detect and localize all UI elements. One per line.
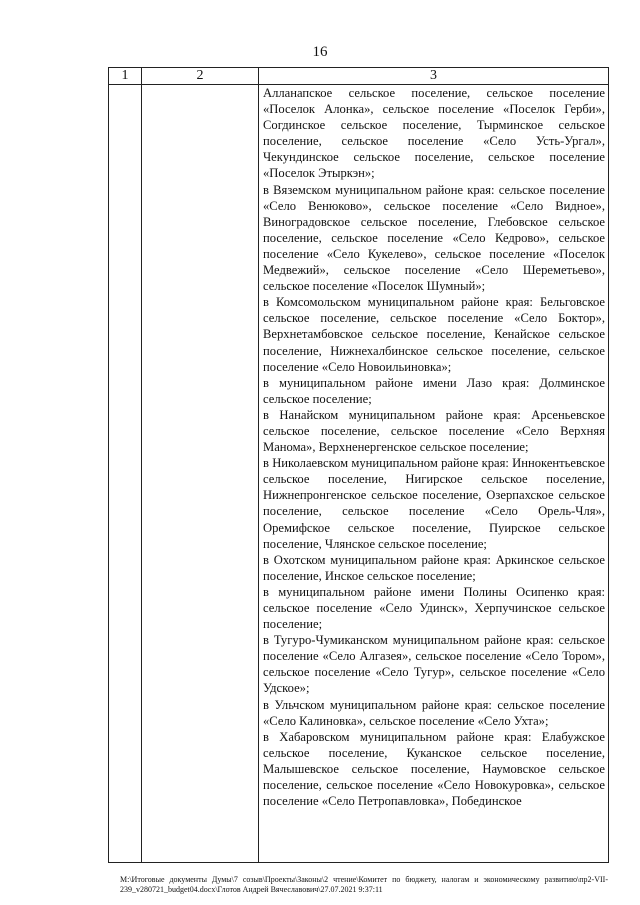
column-header-2: 2 <box>142 68 259 85</box>
table-row <box>109 85 609 863</box>
paragraph-vyazemsky: в Вяземском муниципальном районе края: сельское поселение «Село Венюково», сельское поселение «Село Видное», Виноградовское сельское поселение, Глебовское сельское поселение, сельское поселение «Село Кедрово», сельское поселение «Село Кукелево», сельское поселение «Поселок Медвежий», сельское поселение «Село Шереметьево», сельское поселение «Поселок Шумный»; <box>263 182 605 294</box>
table-header-row <box>109 68 609 85</box>
paragraph-nanaisky: в Нанайском муниципальном районе края: Арсеньевское сельское поселение, сельское поселение «Село Верхняя Манома», Верхненергенское сельское поселение; <box>263 407 605 455</box>
column-header-1: 1 <box>109 68 142 85</box>
paragraph-tuguro-chumikansky: в Тугуро-Чумиканском муниципальном районе края: сельское поселение «Село Алгазея», сельское поселение «Село Тором», сельское поселение «Село Тугур», сельское поселение «Село Удское»; <box>263 633 605 696</box>
column-3-cell <box>259 85 609 863</box>
column-header-3: 3 <box>259 68 609 85</box>
paragraph-nikolaevsky: в Николаевском муниципальном районе края: Иннокентьевское сельское поселение, Нигирское сельское поселение, Нижнепронгенское сельское поселение, Озерпахское сельское поселение, сельское поселение «Село Орель-Чля», Оремифское сельское поселение, Пуирское сельское поселение, Члянское сельское поселение; <box>263 456 605 551</box>
paragraph-komsomolsky: в Комсомольском муниципальном районе края: Бельговское сельское поселение, сельское поселение «Село Бoктор», Верхнетамбовское сельское поселение, Кенайское сельское поселение, Нижнехалбинское сельское поселение, сельское поселение «Село Новоильиновка»; <box>263 295 605 374</box>
column-2-cell <box>142 85 259 863</box>
file-path-footer: M:\Итоговые документы Думы\7 созыв\Проекты\Законы\2 чтение\Комитет по бюджету, налогам и экономическому развитию\пр2-VII-239_v280721_budget04.docx\Глотов Андрей Вячеславович\27.07.2021 9:37:11 <box>120 875 608 894</box>
paragraph-polina-osipenko: в муниципальном районе имени Полины Осипенко края: сельское поселение «Село Удинск», Херпучинское сельское поселение; <box>263 584 605 632</box>
paragraph-okhotsky: в Охотском муниципальном районе края: Аркинское сельское поселение, Инское сельское поселение; <box>263 552 605 583</box>
page-number: 16 <box>312 44 328 60</box>
column-1-cell <box>109 85 142 863</box>
paragraph-lazo: в муниципальном районе имени Лазо края: Долминское сельское поселение; <box>263 375 605 406</box>
paragraph-verkhnebureinsky-continuation: Алланапское сельское поселение, сельское поселение «Поселок Алонка», сельское поселение «Поселок Герби», Согдинское сельское поселение, Тырминское сельское поселение, сельское поселение «Село Усть-Ургал», Чекундинское сельское поселение, сельское поселение «Поселок Этыркэн»; <box>263 86 605 181</box>
paragraph-ulchsky: в Ульчском муниципальном районе края: сельское поселение «Село Калиновка», сельское поселение «Село Ухта»; <box>263 697 605 728</box>
document-table <box>108 67 609 863</box>
paragraph-khabarovsky: в Хабаровском муниципальном районе края: Елабужское сельское поселение, Куканское сельское поселение, Малышевское сельское поселение, Наумовское сельское поселение, сельское поселение «Село Новокуровка», сельское поселение «Село Петропавловка», Побединское <box>263 729 605 809</box>
